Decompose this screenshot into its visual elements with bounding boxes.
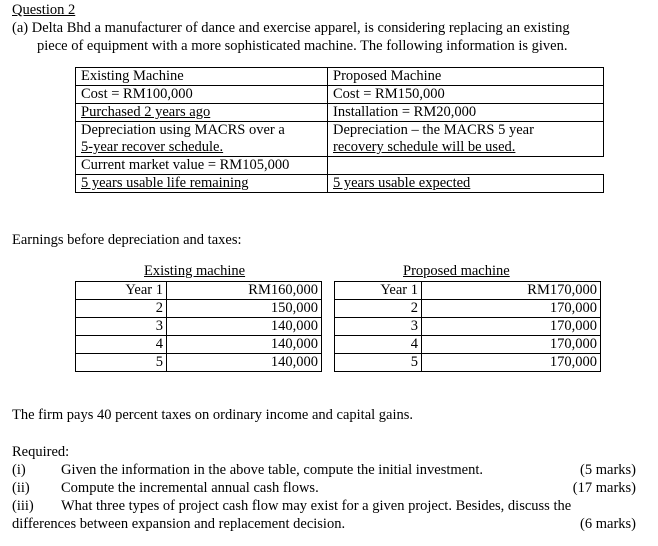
intro-line-2: piece of equipment with a more sophisticated machine. The following information is given. [37,38,568,54]
item-marks: (5 marks) [580,462,636,478]
table-row [335,318,601,336]
earnings-label: Earnings before depreciation and taxes: [12,232,242,248]
existing-cell: Purchased 2 years ago [76,104,328,122]
item-text: Compute the incremental annual cash flows. [61,480,319,496]
item-marks: (17 marks) [572,480,636,496]
table-row [76,318,322,336]
proposed-cell: Depreciation – the MACRS 5 year [328,122,604,140]
proposed-cell: Installation = RM20,000 [328,104,604,122]
existing-cell: 5 years usable life remaining [76,175,328,193]
table-row [76,282,322,300]
item-continuation: differences between expansion and replacement decision. [12,516,346,532]
item-number: (ii) [12,480,30,496]
existing-cell: Current market value = RM105,000 [76,157,328,175]
year-cell: 4 [76,336,167,354]
year-cell: Year 1 [76,282,167,300]
proposed-cell: 5 years usable expected [328,175,604,193]
existing-header: Existing Machine [76,68,328,86]
value-cell: 140,000 [167,318,322,336]
table-row [335,300,601,318]
table-row [76,300,322,318]
value-cell: 150,000 [167,300,322,318]
intro-line-1: (a) Delta Bhd a manufacturer of dance and exercise apparel, is considering replacing an existing [12,20,570,36]
year-cell: 2 [335,300,422,318]
item-number: (i) [12,462,26,478]
table-row [76,336,322,354]
table-row [335,282,601,300]
table-row [335,336,601,354]
year-cell: 5 [335,354,422,372]
value-cell: 140,000 [167,354,322,372]
existing-cell: Cost = RM100,000 [76,86,328,104]
tax-note: The firm pays 40 percent taxes on ordinary income and capital gains. [12,407,414,423]
machine-comparison-table [75,67,604,193]
proposed-earnings-table [334,281,601,372]
year-cell: 4 [335,336,422,354]
value-cell: RM160,000 [167,282,322,300]
value-cell: 170,000 [422,318,601,336]
table-row [76,86,604,104]
existing-machine-heading: Existing machine [144,263,246,279]
proposed-machine-heading: Proposed machine [403,263,510,279]
value-cell: 170,000 [422,300,601,318]
existing-cell: Depreciation using MACRS over a [76,122,328,140]
year-cell: 5 [76,354,167,372]
item-text: What three types of project cash flow may exist for a given project. Besides, discuss the [61,498,572,514]
table-row [76,139,604,157]
year-cell: Year 1 [335,282,422,300]
proposed-cell: recovery schedule will be used. [328,139,604,157]
table-row [76,157,604,175]
table-row [76,354,322,372]
proposed-cell: Cost = RM150,000 [328,86,604,104]
year-cell: 3 [335,318,422,336]
existing-earnings-table [75,281,322,372]
table-row [335,354,601,372]
table-row [76,122,604,140]
proposed-header: Proposed Machine [328,68,604,86]
existing-cell: 5-year recover schedule. [76,139,328,157]
table-row [76,175,604,193]
item-number: (iii) [12,498,34,514]
value-cell: 170,000 [422,336,601,354]
year-cell: 3 [76,318,167,336]
value-cell: RM170,000 [422,282,601,300]
item-text: Given the information in the above table, compute the initial investment. [61,462,484,478]
value-cell: 170,000 [422,354,601,372]
proposed-cell [328,157,604,175]
value-cell: 140,000 [167,336,322,354]
item-marks: (6 marks) [580,516,636,532]
year-cell: 2 [76,300,167,318]
question-title: Question 2 [12,2,76,18]
table-row [76,104,604,122]
required-label: Required: [12,444,70,460]
table-row [76,68,604,86]
